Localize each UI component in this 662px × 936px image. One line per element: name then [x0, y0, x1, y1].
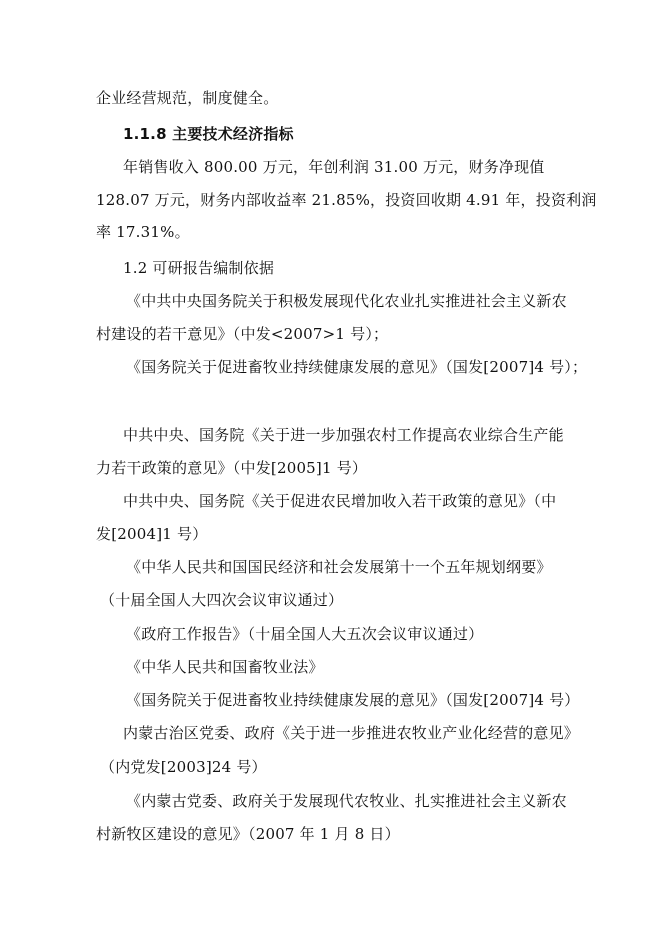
reference-line: （十届全国人大四次会议审议通过）: [100, 591, 344, 609]
reference-line: 《中华人民共和国国民经济和社会发展第十一个五年规划纲要》: [126, 558, 552, 576]
paragraph-line: 企业经营规范，制度健全。: [96, 89, 279, 107]
reference-line: 《中华人民共和国畜牧业法》: [126, 658, 324, 676]
reference-line: 《中共中央国务院关于积极发展现代化农业扎实推进社会主义新农: [126, 292, 567, 310]
reference-line: 《国务院关于促进畜牧业持续健康发展的意见》（国发[2007]4 号）: [126, 691, 580, 709]
reference-line: 《政府工作报告》（十届全国人大五次会议审议通过）: [126, 625, 484, 643]
reference-line: 《内蒙古党委、政府关于发展现代农牧业、扎实推进社会主义新农: [126, 792, 567, 810]
section-heading-1-2: 1.2 可研报告编制依据: [123, 259, 275, 277]
reference-line: 村新牧区建设的意见》（2007 年 1 月 8 日）: [96, 825, 400, 843]
reference-line: 发[2004]1 号）: [96, 525, 208, 543]
paragraph-line: 率 17.31%。: [96, 223, 190, 241]
reference-line: 《国务院关于促进畜牧业持续健康发展的意见》（国发[2007]4 号）；: [126, 358, 588, 376]
reference-line: （内党发[2003]24 号）: [100, 758, 267, 776]
reference-line: 村建设的若干意见》（中发<2007>1 号）；: [96, 325, 389, 343]
section-heading-1-1-8: 1.1.8 主要技术经济指标: [123, 125, 294, 143]
reference-line: 内蒙古治区党委、政府《关于进一步推进农牧业产业化经营的意见》: [123, 724, 580, 742]
reference-line: 中共中央、国务院《关于促进农民增加收入若干政策的意见》（中: [123, 492, 557, 510]
paragraph-line: 128.07 万元，财务内部收益率 21.85%，投资回收期 4.91 年，投资利润: [96, 191, 597, 209]
reference-line: 中共中央、国务院《关于进一步加强农村工作提高农业综合生产能: [123, 426, 564, 444]
reference-line: 力若干政策的意见》（中发[2005]1 号）: [96, 459, 368, 477]
paragraph-line: 年销售收入 800.00 万元，年创利润 31.00 万元，财务净现值: [123, 158, 545, 176]
